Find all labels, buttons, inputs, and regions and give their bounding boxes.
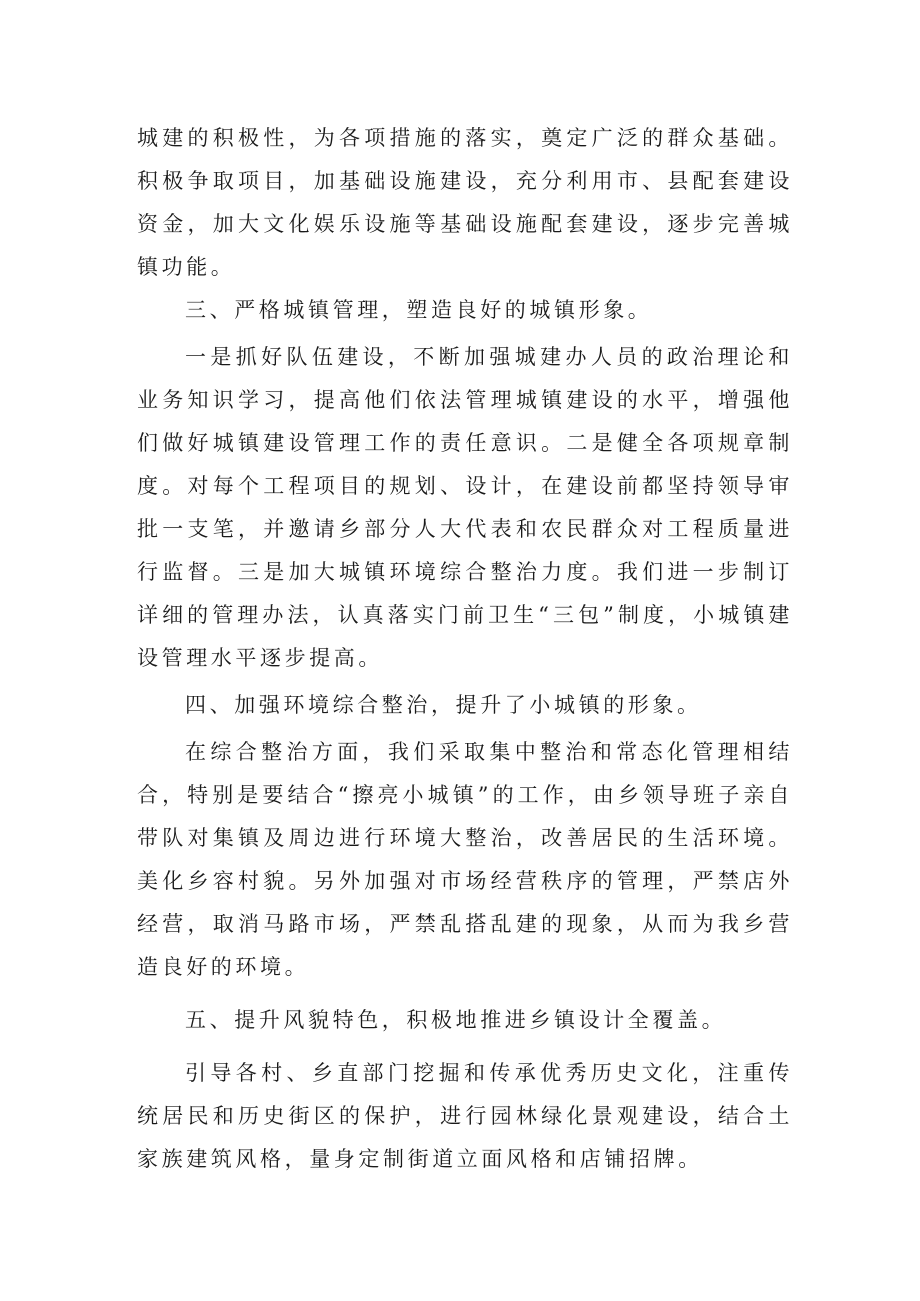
document-body (137, 117, 793, 1181)
spacer (137, 989, 793, 999)
section-heading-four: 四、加强环境综合整治，提升了小城镇的形象。 (185, 693, 702, 717)
section-heading-five: 五、提升风貌特色，积极地推进乡镇设计全覆盖。 (185, 1008, 727, 1032)
paragraph-body: 一是抓好队伍建设，不断加强城建办人员的政治理论和业务知识学习，提高他们依法管理城镇建设的水平，增强他们做好城镇建设管理工作的责任意识。二是健全各项规章制度。对每个工程项目的规划、设计，在建设前都坚持领导审批一支笔，并邀请乡部分人大代表和农民群众对工程质量进行监督。三是加大城镇环境综合整治力度。我们进一步制订详细的管理办法，认真落实门前卫生“三包”制度，小城镇建设管理水平逐步提高。 (137, 345, 793, 670)
paragraph-body: 在综合整治方面，我们采取集中整治和常态化管理相结合，特别是要结合“擦亮小城镇”的工作，由乡领导班子亲自带队对集镇及周边进行环境大整治，改善居民的生活环境。美化乡容村貌。另外加强对市场经营秩序的管理，严禁店外经营，取消马路市场，严禁乱搭乱建的现象，从而为我乡营造良好的环境。 (137, 740, 793, 979)
section-heading-three: 三、严格城镇管理，塑造良好的城镇形象。 (185, 298, 653, 322)
spacer (137, 1042, 793, 1052)
paragraph-body: 引导各村、乡直部门挖掘和传承优秀历史文化，注重传统居民和历史街区的保护，进行园林绿化景观建设，结合土家族建筑风格，量身定制街道立面风格和店铺招牌。 (137, 1061, 793, 1171)
paragraph-body-continued: 城建的积极性，为各项措施的落实，奠定广泛的群众基础。积极争取项目，加基础设施建设，充分利用市、县配套建设资金，加大文化娱乐设施等基础设施配套建设，逐步完善城镇功能。 (137, 126, 793, 279)
